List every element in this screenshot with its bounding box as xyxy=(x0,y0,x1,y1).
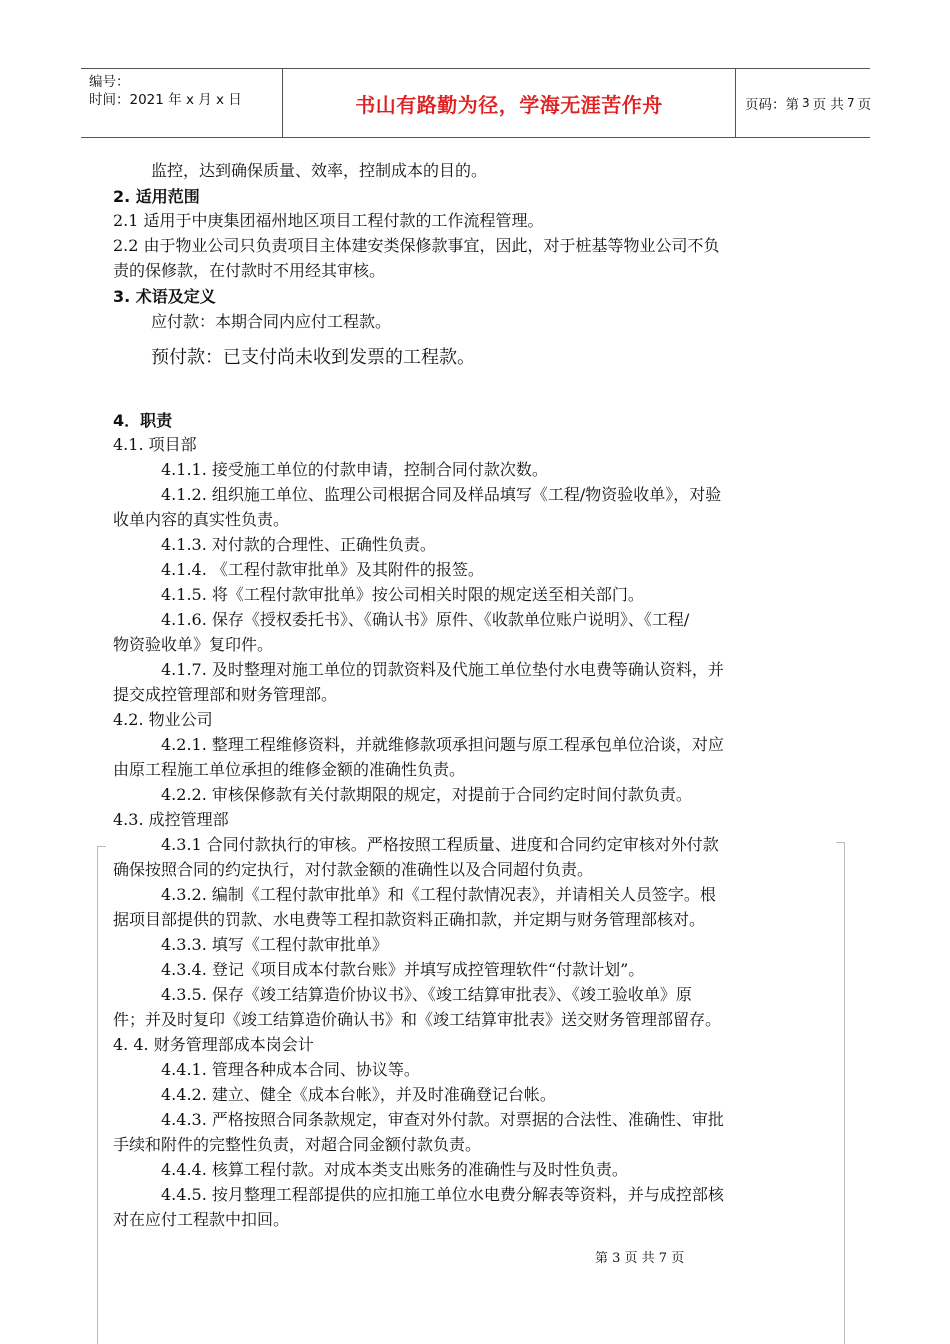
paragraph-line: 4.2.1. 整理工程维修资料，并就维修款项承担问题与原工程承包单位洽谈，对应 xyxy=(161,735,724,754)
page-footer: 第 3 页 共 7 页 xyxy=(595,1251,685,1266)
paragraph-line: 2.1 适用于中庚集团福州地区项目工程付款的工作流程管理。 xyxy=(113,211,544,230)
paragraph-line: 4.1.5. 将《工程付款审批单》按公司相关时限的规定送至相关部门。 xyxy=(161,585,644,604)
document-number-label: 编号： xyxy=(89,74,130,90)
paragraph-line: 收单内容的真实性负责。 xyxy=(113,510,290,529)
paragraph-line: 4.4.4. 核算工程付款。对成本类支出账务的准确性与及时性负责。 xyxy=(161,1160,628,1179)
paragraph-line: 4.1.1. 接受施工单位的付款申请，控制合同付款次数。 xyxy=(161,460,548,479)
frame-corner-right xyxy=(836,842,845,843)
page-suffix: 页 xyxy=(857,97,872,113)
frame-corner-left xyxy=(97,846,106,847)
paragraph-line: 据项目部提供的罚款、水电费等工程扣款资料正确扣款，并定期与财务管理部核对。 xyxy=(113,910,706,929)
page-current: 3 xyxy=(802,96,810,110)
paragraph-line: 4.3.3. 填写《工程付款审批单》 xyxy=(161,935,388,954)
definition-payable: 应付款：本期合同内应付工程款。 xyxy=(151,312,392,331)
paragraph-line: 4.4.3. 严格按照合同条款规定，审查对外付款。对票据的合法性、准确性、审批 xyxy=(161,1110,724,1129)
page-header xyxy=(81,68,870,138)
paragraph-line: 4.1.2. 组织施工单位、监理公司根据合同及样品填写《工程/物资验收单》，对验 xyxy=(161,485,722,504)
frame-line-left xyxy=(97,846,98,1344)
paragraph-line: 4.1.6. 保存《授权委托书》、《确认书》原件、《收款单位账户说明》、《工程/ xyxy=(161,610,690,629)
paragraph-line: 4.3.2. 编制《工程付款审批单》和《工程付款情况表》，并请相关人员签字。根 xyxy=(161,885,716,904)
header-page-info xyxy=(735,69,870,137)
subsection-heading: 4.3. 成控管理部 xyxy=(113,810,229,829)
section-heading-duties: 4．职责 xyxy=(113,411,173,430)
paragraph-line: 件；并及时复印《竣工结算造价确认书》和《竣工结算审批表》送交财务管理部留存。 xyxy=(113,1010,722,1029)
page-prefix: 页码：第 xyxy=(745,97,799,113)
subsection-heading: 4.1. 项目部 xyxy=(113,435,197,454)
paragraph-line: 4.4.2. 建立、健全《成本台帐》，并及时准确登记台帐。 xyxy=(161,1085,556,1104)
paragraph-line: 4.4.5. 按月整理工程部提供的应扣施工单位水电费分解表等资料，并与成控部核 xyxy=(161,1185,724,1204)
frame-line-right xyxy=(844,842,845,1344)
paragraph-line: 4.2.2. 审核保修款有关付款期限的规定，对提前于合同约定时间付款负责。 xyxy=(161,785,692,804)
page-mid: 页 共 xyxy=(812,97,844,113)
paragraph-line: 4.4.1. 管理各种成本合同、协议等。 xyxy=(161,1060,420,1079)
paragraph-line: 手续和附件的完整性负责，对超合同金额付款负责。 xyxy=(113,1135,482,1154)
paragraph-line: 4.3.4. 登记《项目成本付款台账》并填写成控管理软件“付款计划”。 xyxy=(161,960,645,979)
section-heading-scope: 2. 适用范围 xyxy=(113,187,200,206)
paragraph-line: 责的保修款，在付款时不用经其审核。 xyxy=(113,261,386,280)
document-time-label: 时间：2021 年 x 月 x 日 xyxy=(89,92,242,108)
subsection-heading: 4. 4. 财务管理部成本岗会计 xyxy=(113,1035,314,1054)
paragraph-line: 4.3.1 合同付款执行的审核。严格按照工程质量、进度和合同约定审核对外付款 xyxy=(161,835,719,854)
definition-prepaid: 预付款：已支付尚未收到发票的工程款。 xyxy=(151,347,475,368)
paragraph-line: 4.1.3. 对付款的合理性、正确性负责。 xyxy=(161,535,436,554)
paragraph-line: 监控，达到确保质量、效率，控制成本的目的。 xyxy=(151,161,488,180)
paragraph-line: 4.3.5. 保存《竣工结算造价协议书》、《竣工结算审批表》、《竣工验收单》原 xyxy=(161,985,692,1004)
header-motto: 书山有路勤为径，学海无涯苦作舟 xyxy=(283,69,736,137)
paragraph-line: 对在应付工程款中扣回。 xyxy=(113,1210,290,1229)
paragraph-line: 4.1.7. 及时整理对施工单位的罚款资料及代施工单位垫付水电费等确认资料，并 xyxy=(161,660,724,679)
paragraph-line: 2.2 由于物业公司只负责项目主体建安类保修款事宜，因此，对于桩基等物业公司不负 xyxy=(113,236,720,255)
paragraph-line: 物资验收单》复印件。 xyxy=(113,635,274,654)
page-total: 7 xyxy=(846,96,855,110)
section-heading-terms: 3. 术语及定义 xyxy=(113,287,216,306)
paragraph-line: 4.1.4. 《工程付款审批单》及其附件的报签。 xyxy=(161,560,484,579)
paragraph-line: 提交成控管理部和财务管理部。 xyxy=(113,685,338,704)
header-meta xyxy=(81,69,283,137)
paragraph-line: 确保按照合同的约定执行，对付款金额的准确性以及合同超付负责。 xyxy=(113,860,594,879)
subsection-heading: 4.2. 物业公司 xyxy=(113,710,213,729)
paragraph-line: 由原工程施工单位承担的维修金额的准确性负责。 xyxy=(113,760,466,779)
